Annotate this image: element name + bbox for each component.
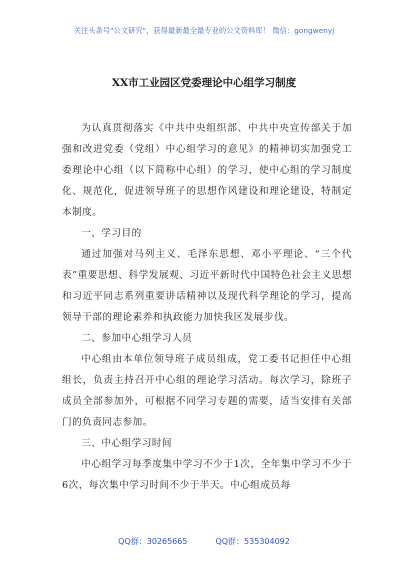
header-banner[interactable]: 关注头条号"公文研究"，获得最新最全最专业的公文资料库！ 微信：gongwenyj (73, 26, 335, 35)
section-heading-members: 二、参加中心组学习人员 (81, 333, 193, 344)
qq-group-1[interactable]: QQ群：30265665 (118, 537, 188, 546)
qq-group-2[interactable]: QQ群：535304092 (215, 537, 290, 546)
section-heading-purpose: 一、学习目的 (81, 228, 142, 239)
section-paragraph-purpose: 通过加强对马列主义、毛泽东思想、邓小平理论、“三个代表”重要思想、科学发展观、习近平新时代中国特色社会主义思想和习近平同志系列重要讲话精神以及现代科学理论的学习，提高领导干部的理论素养和执政能力加快我区发展步伐。 (62, 249, 352, 323)
section-heading-time: 三、中心组学习时间 (81, 438, 173, 449)
section-paragraph-members: 中心组由本单位领导班子成员组成，党工委书记担任中心组组长，负责主持召开中心组的理论学习活动。每次学习，除班子成员全部参加外，可根据不同学习专题的需要，适当安排有关部门的负责同志参加。 (62, 354, 352, 428)
document-body (62, 118, 352, 496)
document-title: XX市工业园区党委理论中心组学习制度 (111, 77, 297, 89)
footer-qq-groups (0, 536, 408, 547)
section-paragraph-time: 中心组学习每季度集中学习不少于1次，全年集中学习不少于6次，每次集中学习时间不少于半天。中心组成员每 (62, 459, 352, 491)
intro-paragraph: 为认真贯彻落实《中共中央组织部、中共中央宣传部关于加强和改进党委（党组）中心组学习的意见》的精神切实加强党工委理论中心组（以下简称中心组）的学习，使中心组的学习制度化、规范化，促进领导班子的思想作风建设和理论建设，特制定本制度。 (62, 123, 352, 218)
